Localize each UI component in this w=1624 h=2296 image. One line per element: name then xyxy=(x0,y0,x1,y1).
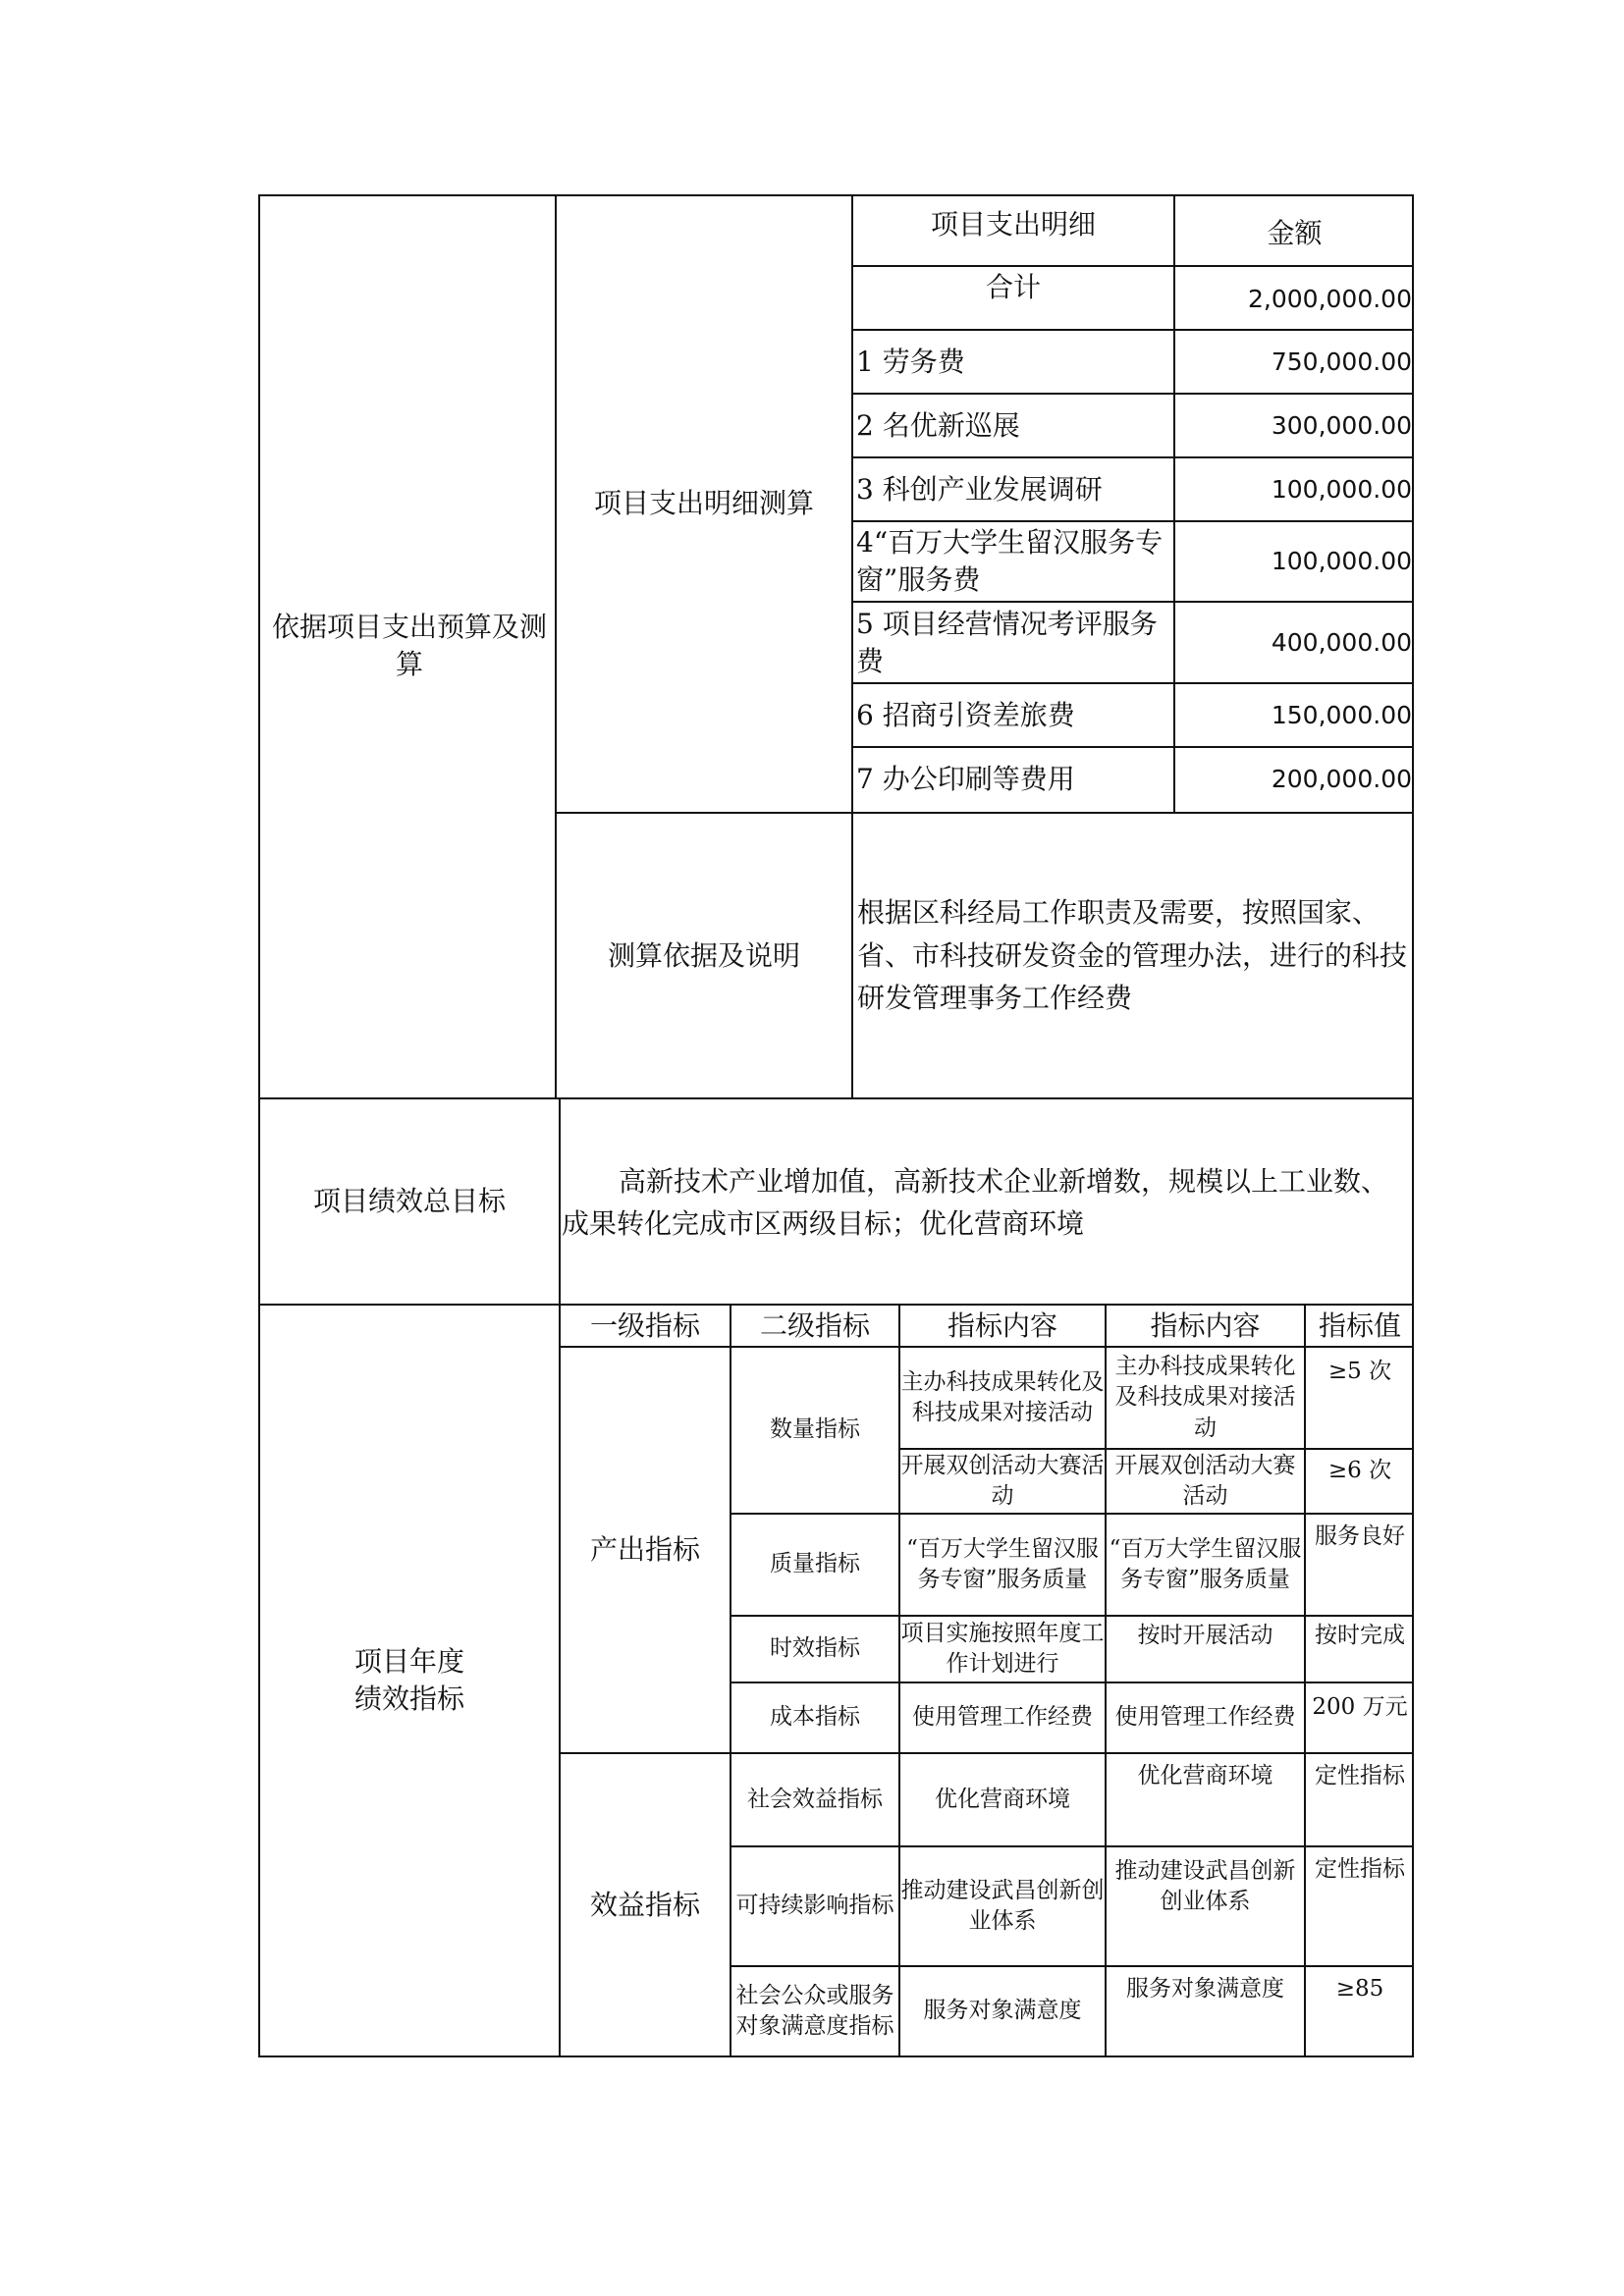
header-level2: 二级指标 xyxy=(759,1308,870,1342)
indicator-content: 主办科技成果转化及科技成果对接活动 xyxy=(900,1368,1105,1425)
annual-indicators-label-line2: 绩效指标 xyxy=(353,1682,464,1715)
header-level1: 一级指标 xyxy=(589,1308,700,1342)
level1-output: 产出指标 xyxy=(589,1533,700,1567)
divider xyxy=(559,1097,561,1304)
budget-item-label: 5 项目经营情况考评服务费 xyxy=(856,607,1158,677)
budget-item-amount: 100,000.00 xyxy=(1271,474,1412,504)
detail-header-amount: 金额 xyxy=(1267,217,1323,250)
indicator-content: 开展双创活动大赛活动 xyxy=(900,1452,1105,1509)
total-label: 合计 xyxy=(985,271,1041,304)
indicator-value: 200 万元 xyxy=(1312,1694,1408,1721)
indicator-value: ≥6 次 xyxy=(1327,1458,1392,1484)
level2-timeliness: 时效指标 xyxy=(770,1635,860,1662)
budget-item-label: 2 名优新巡展 xyxy=(856,408,1020,442)
budget-item-amount: 150,000.00 xyxy=(1271,700,1412,729)
annual-indicators-label xyxy=(260,1306,559,2056)
budget-item-amount: 400,000.00 xyxy=(1271,627,1412,657)
indicator-content: 项目实施按照年度工作计划进行 xyxy=(900,1620,1105,1677)
level2-social-benefit: 社会效益指标 xyxy=(747,1786,883,1812)
budget-item-amount: 200,000.00 xyxy=(1271,765,1412,794)
indicator-value: ≥5 次 xyxy=(1327,1359,1392,1385)
budget-item-label: 1 劳务费 xyxy=(856,345,965,378)
budget-item-label: 4“百万大学生留汉服务专窗”服务费 xyxy=(856,526,1164,596)
indicator-value: ≥85 xyxy=(1335,1976,1384,2002)
divider xyxy=(1304,1304,1306,2057)
level2-quality: 质量指标 xyxy=(770,1551,860,1577)
indicator-content: 优化营商环境 xyxy=(1137,1763,1273,1789)
budget-item-label: 7 办公印刷等费用 xyxy=(856,763,1075,796)
indicator-content: 按时开展活动 xyxy=(1137,1623,1273,1649)
indicator-content: 推动建设武昌创新创业体系 xyxy=(1114,1857,1296,1914)
basis-text: 根据区科经局工作职责及需要，按照国家、省、市科技研发资金的管理办法，进行的科技研发管理事务工作经费 xyxy=(857,896,1408,1015)
indicator-content: 主办科技成果转化及科技成果对接活动 xyxy=(1114,1354,1296,1441)
level2-sustainability: 可持续影响指标 xyxy=(735,1893,894,1919)
indicator-value: 服务良好 xyxy=(1315,1523,1405,1550)
budget-item-amount: 750,000.00 xyxy=(1271,347,1412,376)
indicator-content: 优化营商环境 xyxy=(935,1786,1070,1812)
level2-quantity: 数量指标 xyxy=(770,1416,860,1443)
indicator-content: “百万大学生留汉服务专窗”服务质量 xyxy=(906,1535,1099,1592)
budget-item-amount: 300,000.00 xyxy=(1271,410,1412,440)
detail-header-item: 项目支出明细 xyxy=(930,208,1096,241)
header-value: 指标值 xyxy=(1318,1308,1401,1342)
indicator-content: 开展双创活动大赛活动 xyxy=(1114,1452,1296,1509)
total-amount: 2,000,000.00 xyxy=(1248,285,1412,314)
budget-item-amount: 100,000.00 xyxy=(1271,547,1412,576)
performance-goal-label: 项目绩效总目标 xyxy=(312,1185,506,1218)
header-content-1: 指标内容 xyxy=(947,1308,1057,1342)
indicator-value: 定性指标 xyxy=(1315,1763,1405,1789)
level2-cost: 成本指标 xyxy=(770,1704,860,1731)
indicator-content: “百万大学生留汉服务专窗”服务质量 xyxy=(1109,1535,1302,1592)
budget-item-label: 6 招商引资差旅费 xyxy=(856,698,1075,731)
header-content-2: 指标内容 xyxy=(1150,1308,1261,1342)
indicator-value: 定性指标 xyxy=(1315,1856,1405,1883)
performance-goal-text: 高新技术产业增加值，高新技术企业新增数，规模以上工业数、成果转化完成市区两级目标；优化营商环境 xyxy=(562,1165,1389,1241)
indicator-content: 推动建设武昌创新创业体系 xyxy=(900,1877,1105,1934)
budget-section-label: 依据项目支出预算及测算 xyxy=(271,611,547,680)
level2-satisfaction: 社会公众或服务对象满意度指标 xyxy=(735,1982,894,2039)
budget-item-label: 3 科创产业发展调研 xyxy=(856,472,1103,506)
indicator-content: 服务对象满意度 xyxy=(923,1998,1082,2024)
annual-indicators-label-line1: 项目年度 xyxy=(353,1645,464,1679)
basis-label: 测算依据及说明 xyxy=(607,938,800,972)
indicator-value: 按时完成 xyxy=(1315,1623,1405,1649)
level1-benefit: 效益指标 xyxy=(589,1888,700,1921)
detail-calc-label: 项目支出明细测算 xyxy=(593,487,814,520)
indicator-content: 服务对象满意度 xyxy=(1126,1976,1284,2002)
indicator-content: 使用管理工作经费 xyxy=(1114,1704,1296,1731)
indicator-content: 使用管理工作经费 xyxy=(912,1704,1093,1731)
